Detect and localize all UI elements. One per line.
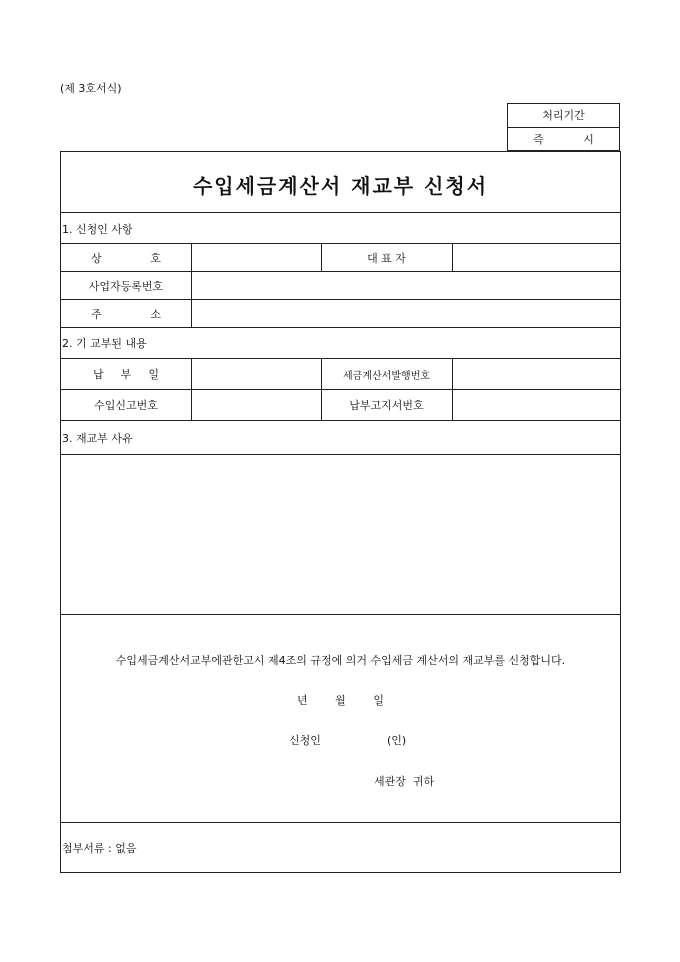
invoice-issue-no-label: 세금계산서발행번호 (343, 371, 430, 382)
payment-notice-no-label: 납부고지서번호 (349, 399, 424, 412)
divider (61, 420, 620, 421)
invoice-issue-no-field[interactable] (453, 359, 619, 388)
import-declaration-no-field[interactable] (192, 390, 320, 419)
company-name-label: 상 호 (91, 252, 161, 265)
import-declaration-no-label: 수입신고번호 (94, 399, 158, 412)
representative-label: 대 표 자 (367, 252, 406, 265)
divider (61, 212, 620, 213)
business-reg-no-label: 사업자등록번호 (88, 280, 164, 293)
section1-heading: 1. 신청인 사항 (62, 223, 133, 236)
divider (61, 614, 620, 615)
month-label: 월 (335, 694, 346, 707)
seal-label: (인) (387, 734, 407, 747)
year-label: 년 (297, 694, 308, 707)
applicant-label: 신청인 (289, 734, 321, 747)
divider (61, 822, 620, 823)
payment-date-label: 납 부 일 (93, 368, 159, 381)
date-line (61, 692, 620, 708)
application-form (60, 151, 621, 873)
processing-period-value: 즉 시 (533, 133, 612, 146)
payment-notice-no-field[interactable] (453, 390, 619, 419)
company-name-field[interactable] (192, 244, 320, 270)
representative-field[interactable] (453, 244, 619, 270)
address-label: 주 소 (91, 308, 161, 321)
reissue-reason-field[interactable] (62, 455, 619, 613)
business-reg-no-field[interactable] (192, 272, 619, 298)
processing-period-label: 처리기간 (508, 104, 619, 128)
section2-heading: 2. 기 교부된 내용 (62, 337, 147, 350)
attachments-note: 첨부서류 : 없음 (62, 842, 137, 855)
section3-heading: 3. 재교부 사유 (62, 432, 133, 445)
day-label: 일 (373, 694, 384, 707)
address-field[interactable] (192, 300, 619, 326)
recipient-label: 세관장 귀하 (374, 775, 435, 788)
form-number: (제 3호서식) (60, 82, 122, 95)
divider (61, 327, 620, 328)
processing-period-box (507, 103, 620, 151)
application-statement: 수입세금계산서교부에관한고시 제4조의 규정에 의거 수입세금 계산서의 재교부를 신청합니다. (115, 654, 566, 667)
form-title: 수입세금계산서 재교부 신청서 (192, 174, 489, 198)
payment-date-field[interactable] (192, 359, 320, 388)
